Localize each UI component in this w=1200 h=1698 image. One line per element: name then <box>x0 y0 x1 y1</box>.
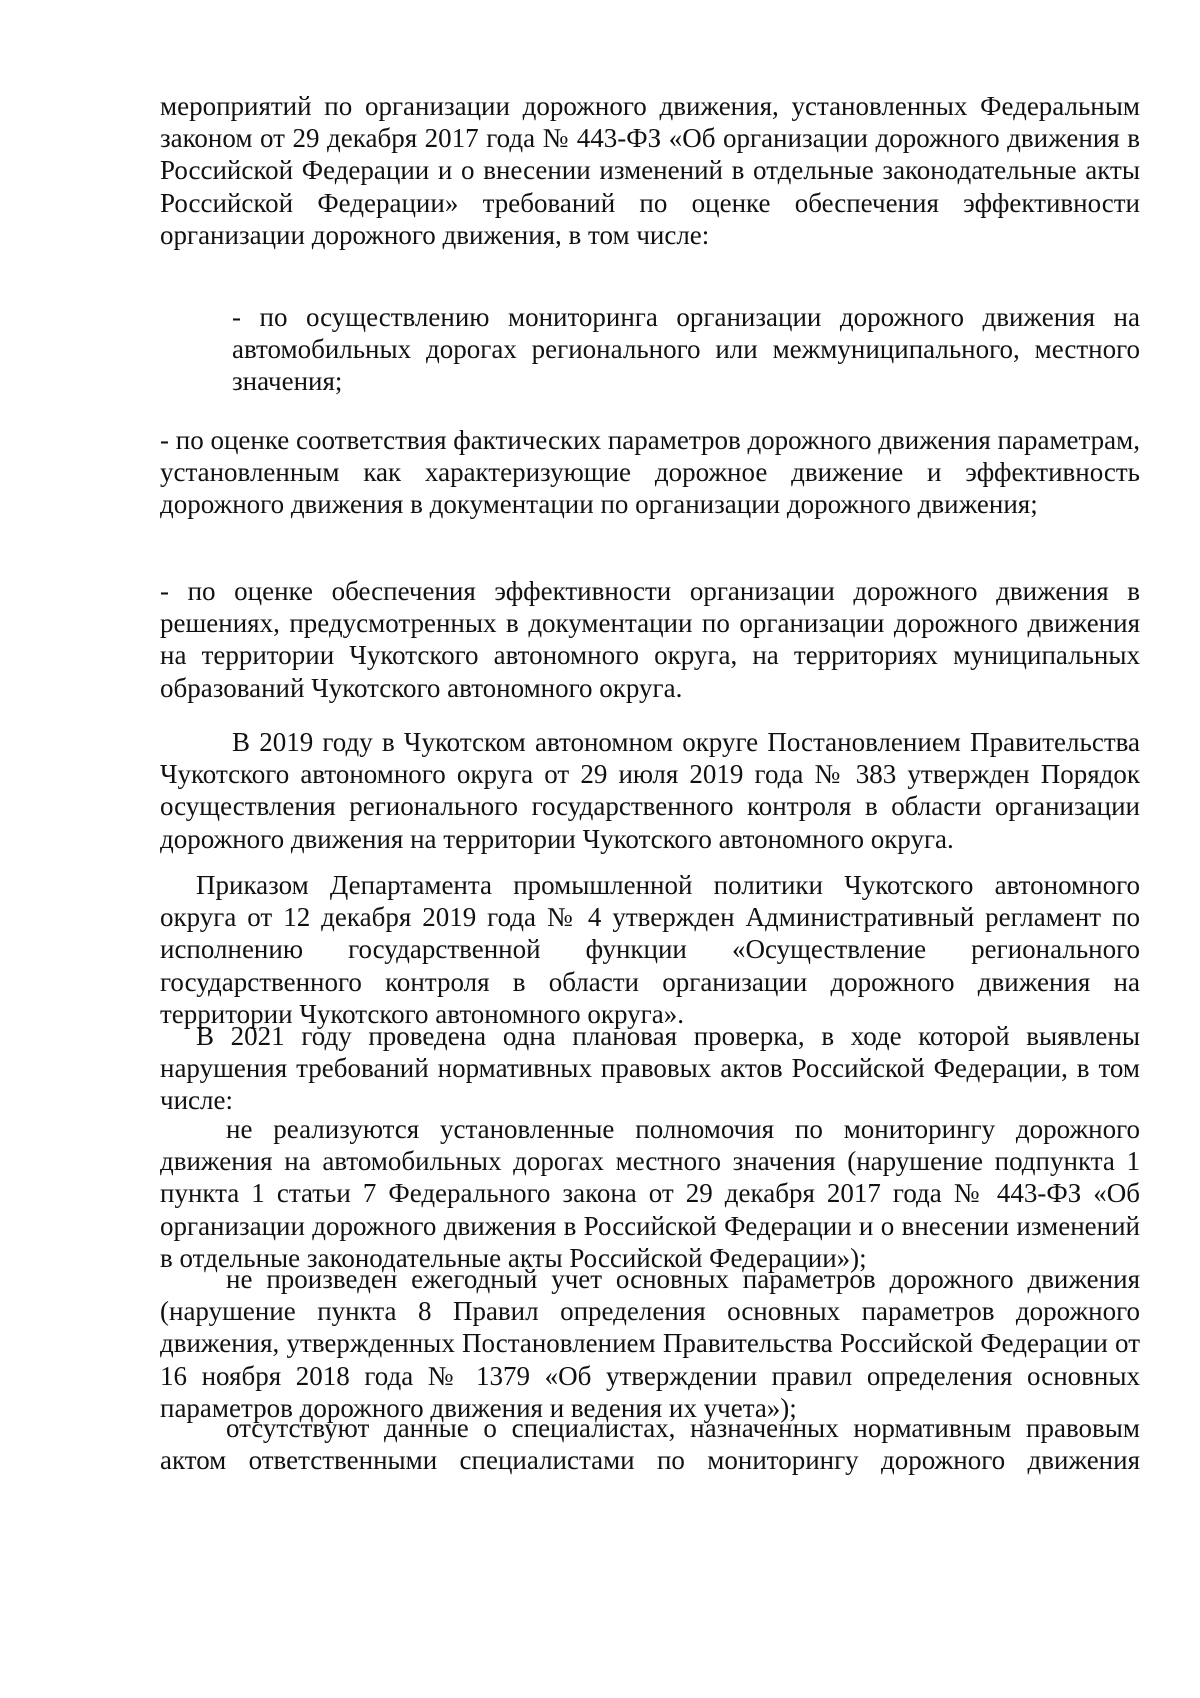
inspection-2021-paragraph: В 2021 году проведена одна плановая проверка, в ходе которой выявлены нарушения требований нормативных правовых актов Российской Федерации, в том числе: <box>160 1021 1140 1116</box>
intro-paragraph-block <box>160 90 1140 251</box>
resolution-2019-paragraph: В 2019 году в Чукотском автономном округе Постановлением Правительства Чукотского автономного округа от 29 июля 2019 года № 383 утвержден Порядок осуществления регионального государственного контроля в области организации дорожного движения на территории Чукотского автономного округа. <box>160 727 1140 854</box>
violation-accounting-paragraph: не произведен ежегодный учет основных параметров дорожного движения (нарушение пункта 8 Правил определения основных параметров дорожного движения, утвержденных Постановлением Правительства Российской Федерации от 16 ноября 2018 года № 1379 «Об утверждении правил определения основных параметров дорожного движения и ведения их учета»); <box>160 1264 1140 1423</box>
order-dept-paragraph: Приказом Департамента промышленной политики Чукотского автономного округа от 12 декабря 2019 года № 4 утвержден Административный регламент по исполнению государственной функции «Осуществление регионального государственного контроля в области организации дорожного движения на территории Чукотского автономного округа». <box>160 870 1140 1029</box>
item-efficiency-block <box>160 575 1140 704</box>
violation-specialists-paragraph: отсутствуют данные о специалистах, назначенных нормативным правовым актом ответственными специалистами по мониторингу дорожного движения <box>160 1413 1140 1476</box>
resolution-2019-block <box>160 726 1140 855</box>
violation-specialists-block <box>160 1412 1140 1476</box>
inspection-2021-block <box>160 1020 1140 1117</box>
violation-monitoring-paragraph: не реализуются установленные полномочия по мониторингу дорожного движения на автомобильных дорогах местного значения (нарушение подпункта 1 пункта 1 статьи 7 Федерального закона от 29 декабря 2017 года № 443-ФЗ «Об организации дорожного движения в Российской Федерации и о внесении изменений в отдельные законодательные акты Российской Федерации»); <box>160 1114 1140 1273</box>
list-item-efficiency: - по оценке обеспечения эффективности организации дорожного движения в решениях, предусмотренных в документации по организации дорожного движения на территории Чукотского автономного округа, на территориях муниципальных образований Чукотского автономного округа. <box>160 576 1140 703</box>
item-compliance-block <box>160 424 1140 521</box>
item-monitoring-block <box>232 301 1140 398</box>
list-item-compliance: - по оценке соответствия фактических параметров дорожного движения параметрам, установленным как характеризующие дорожное движение и эффективность дорожного движения в документации по организации дорожного движения; <box>160 425 1140 520</box>
intro-paragraph: мероприятий по организации дорожного движения, установленных Федеральным законом от 29 декабря 2017 года № 443-ФЗ «Об организации дорожного движения в Российской Федерации и о внесении изменений в отдельные законодательные акты Российской Федерации» требований по оценке обеспечения эффективности организации дорожного движения, в том числе: <box>160 91 1140 250</box>
violation-accounting-block <box>160 1263 1140 1424</box>
order-dept-block <box>160 869 1140 1030</box>
violation-monitoring-block <box>160 1113 1140 1274</box>
list-item-monitoring: - по осуществлению мониторинга организации дорожного движения на автомобильных дорогах регионального или межмуниципального, местного значения; <box>232 302 1140 397</box>
